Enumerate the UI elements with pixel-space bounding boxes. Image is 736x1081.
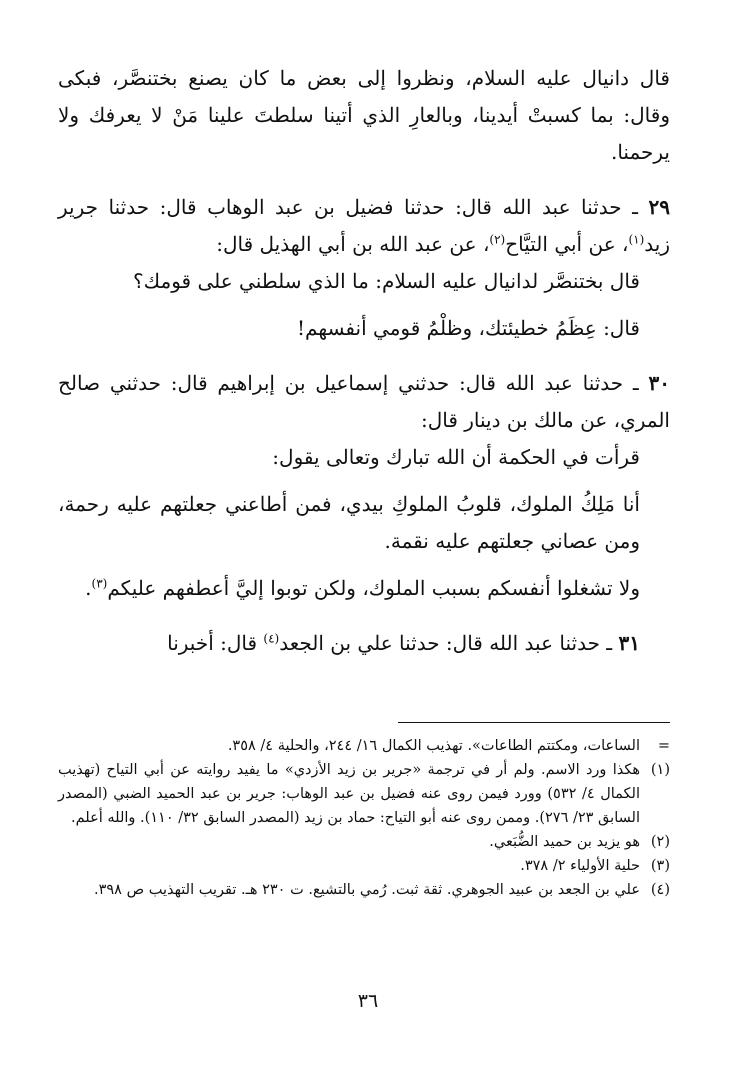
advice-end: . (85, 576, 92, 600)
hadith-number: ٢٩ (648, 195, 670, 219)
hadith-30-advice (58, 570, 670, 607)
footnote-text: هو يزيد بن حميد الضُّبَعي. (489, 834, 640, 850)
chain-text: ـ حدثنا عبد الله قال: حدثنا علي بن الجعد (279, 631, 619, 655)
advice-text: ولا تشغلوا أنفسكم بسبب الملوك، ولكن توبوا إليَّ أعطفهم عليكم (107, 576, 640, 600)
chain-text: قال: أخبرنا (167, 631, 264, 655)
hadith-number: ٣٠ (648, 371, 670, 395)
footnote-1 (58, 758, 670, 830)
footnote-marker: (٢) (650, 834, 670, 850)
hadith-number: ٣١ (618, 631, 640, 655)
footnote-marker: (٤) (650, 882, 670, 898)
footnote-4 (58, 878, 670, 902)
hadith-29-answer: قال: عِظَمُ خطيئتك، وظلْمُ قومي أنفسهم! (297, 316, 640, 340)
footnote-text: هكذا ورد الاسم. ولم أر في ترجمة «جرير بن زيد الأزدي» ما يفيد روايته عن أبي التياح (تهذيب الكمال ٤/ ٥٣٢) وورد فيمن روى عنه فضيل بن عبد الوهاب: جرير بن عبد الحميد الضبي (المصدر السابق ٢٣/ ٢٧٦). وممن روى عنه أبو التياح: حماد بن زيد (المصدر السابق ٣٢/ ١١٠). والله أعلم. (58, 762, 641, 826)
hadith-30-chain (58, 365, 670, 439)
footnote-ref-1: (١) (628, 232, 645, 247)
footnote-separator (398, 722, 670, 723)
footnote-3 (58, 854, 670, 878)
main-text (58, 60, 670, 662)
hadith-29-chain (58, 189, 670, 263)
footnote-ref-3: (٣) (91, 576, 108, 591)
chain-text: ـ حدثنا عبد الله قال: حدثنا فضيل بن عبد الوهاب قال: حدثنا جرير زيد (58, 195, 670, 256)
footnote-marker: (٣) (650, 858, 670, 874)
hadith-29-question: قال بختنصَّر لدانيال عليه السلام: ما الذي سلطني على قومك؟ (133, 269, 640, 293)
chain-text: ، عن أبي التيَّاح (505, 232, 629, 256)
footnote-2 (58, 830, 670, 854)
hadith-30-intro: قرأت في الحكمة أن الله تبارك وتعالى يقول: (272, 445, 640, 469)
footnote-text: حلية الأولياء ٢/ ٣٧٨. (520, 858, 640, 874)
hadith-31-chain (58, 625, 670, 662)
page-number: ٣٦ (357, 990, 379, 1012)
footnote-marker: = (657, 738, 670, 754)
footnote-ref-2: (٢) (489, 232, 506, 247)
footnote-marker: (١) (650, 762, 670, 778)
footnote-ref-4: (٤) (263, 631, 280, 646)
chain-text: ، عن عبد الله بن أبي الهذيل قال: (216, 232, 490, 256)
hadith-30-quote: أنا مَلِكُ الملوك، قلوبُ الملوكِ بيدي، فمن أطاعني جعلتهم عليه رحمة، ومن عصاني جعلتهم عليه نقمة. (58, 492, 640, 553)
footnote-text: الساعات، ومكتتم الطاعات». تهذيب الكمال ١٦/ ٢٤٤، والحلية ٤/ ٣٥٨. (227, 738, 640, 754)
footnote-text: علي بن الجعد بن عبيد الجوهري. ثقة ثبت. رُمي بالتشيع. ت ٢٣٠ هـ. تقريب التهذيب ص ٣٩٨. (94, 882, 640, 898)
footnote-continuation (58, 734, 670, 758)
paragraph-daniel-lament: قال دانيال عليه السلام، ونظروا إلى بعض ما كان يصنع بختنصَّر، فبكى وقال: بما كسبتْ أيدينا، وبالعارِ الذي أتينا سلطتَ علينا مَنْ لا يعرفك ولا يرحمنا. (58, 66, 670, 164)
footnotes (58, 734, 670, 902)
chain-text: ـ حدثنا عبد الله قال: حدثني إسماعيل بن إبراهيم قال: حدثني صالح المري، عن مالك بن دينار قال: (58, 371, 670, 432)
